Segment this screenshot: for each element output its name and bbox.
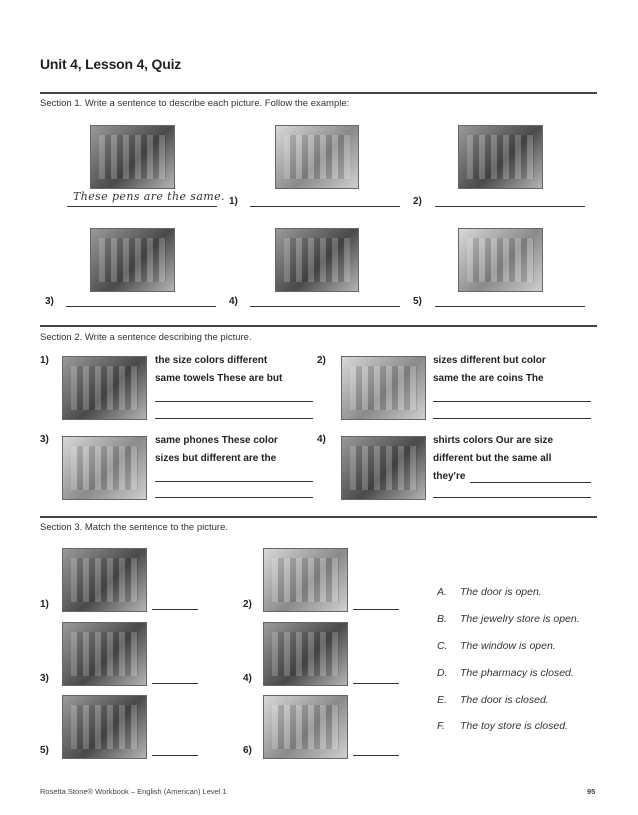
choice-text-a: The door is open. — [460, 586, 542, 598]
s2-scramble-2-line2: same the are coins The — [433, 373, 544, 384]
s2-answer-line-1a[interactable] — [155, 401, 313, 402]
example-line — [67, 206, 217, 207]
s3-number-5: 5) — [40, 745, 49, 756]
section2-heading: Section 2. Write a sentence describing the picture. — [40, 332, 252, 343]
s2-scramble-4 — [433, 432, 598, 486]
s3-number-4: 4) — [243, 673, 252, 684]
s2-answer-line-4a[interactable] — [470, 482, 591, 483]
s2-scramble-3 — [155, 432, 320, 468]
s1-number-4: 4) — [229, 296, 238, 307]
s3-number-2: 2) — [243, 599, 252, 610]
s2-answer-line-3b[interactable] — [155, 497, 313, 498]
s3-number-1: 1) — [40, 599, 49, 610]
section1-divider — [40, 325, 597, 327]
s1-answer-line-5[interactable] — [435, 306, 585, 307]
footer-credit: Rosetta Stone® Workbook – English (American) Level 1 — [40, 787, 227, 796]
jewelry-store-photo — [263, 622, 348, 686]
s2-scramble-1-line2: same towels These are but — [155, 373, 283, 384]
example-sentence: These pens are the same. — [73, 190, 225, 203]
open-door-photo — [263, 695, 348, 759]
closed-store-photo — [62, 622, 147, 686]
s2-answer-line-4b[interactable] — [433, 497, 591, 498]
s3-answer-line-2[interactable] — [353, 609, 399, 610]
page-number: 95 — [587, 787, 596, 796]
s2-answer-line-2a[interactable] — [433, 401, 591, 402]
s2-scramble-4-line3: they're — [433, 471, 466, 482]
choice-letter-b: B. — [437, 613, 447, 625]
s2-scramble-3-line1: same phones These color — [155, 435, 278, 446]
choice-letter-d: D. — [437, 667, 448, 679]
pens-photo — [90, 125, 175, 189]
s3-answer-line-4[interactable] — [353, 683, 399, 684]
s2-scramble-2 — [433, 352, 598, 388]
section1-heading: Section 1. Write a sentence to describe each picture. Follow the example: — [40, 98, 350, 109]
s1-number-2: 2) — [413, 196, 422, 207]
choice-letter-c: C. — [437, 640, 448, 652]
s3-answer-line-5[interactable] — [152, 755, 198, 756]
s2-answer-line-1b[interactable] — [155, 418, 313, 419]
choice-text-e: The door is closed. — [460, 694, 549, 706]
s1-answer-line-4[interactable] — [250, 306, 400, 307]
choice-letter-a: A. — [437, 586, 447, 598]
s1-answer-line-2[interactable] — [435, 206, 585, 207]
s2-scramble-1-line1: the size colors different — [155, 355, 268, 366]
s1-number-3: 3) — [45, 296, 54, 307]
s3-number-3: 3) — [40, 673, 49, 684]
choice-text-f: The toy store is closed. — [460, 720, 568, 732]
coins-pile-photo — [458, 125, 543, 189]
s2-scramble-1 — [155, 352, 320, 388]
choice-letter-e: E. — [437, 694, 447, 706]
towels-photo — [62, 356, 147, 420]
open-window-photo — [62, 548, 147, 612]
s2-scramble-3-line2: sizes but different are the — [155, 453, 277, 464]
s1-answer-line-1[interactable] — [250, 206, 400, 207]
coins-photo — [341, 356, 426, 420]
pharmacy-photo — [62, 695, 147, 759]
choice-text-b: The jewelry store is open. — [460, 613, 580, 625]
title-divider — [40, 92, 597, 94]
closed-door-photo — [263, 548, 348, 612]
s3-answer-line-3[interactable] — [152, 683, 198, 684]
s3-number-6: 6) — [243, 745, 252, 756]
s2-scramble-2-line1: sizes different but color — [433, 355, 546, 366]
s2-number-4: 4) — [317, 434, 326, 445]
choice-letter-f: F. — [437, 720, 445, 732]
section3-heading: Section 3. Match the sentence to the picture. — [40, 522, 229, 533]
choice-text-d: The pharmacy is closed. — [460, 667, 574, 679]
phones-photo — [62, 436, 147, 500]
s2-answer-line-2b[interactable] — [433, 418, 591, 419]
s1-answer-line-3[interactable] — [66, 306, 216, 307]
s3-answer-line-1[interactable] — [152, 609, 198, 610]
woman-holding-hats-photo — [458, 228, 543, 292]
s1-number-1: 1) — [229, 196, 238, 207]
s1-number-5: 5) — [413, 296, 422, 307]
two-men-photo — [90, 228, 175, 292]
section2-divider — [40, 516, 597, 518]
s2-number-2: 2) — [317, 355, 326, 366]
s2-answer-line-3a[interactable] — [155, 481, 313, 482]
s2-number-1: 1) — [40, 355, 49, 366]
s2-scramble-4-line1: shirts colors Our are size — [433, 435, 554, 446]
s2-scramble-4-line2: different but the same all — [433, 453, 552, 464]
s3-answer-line-6[interactable] — [353, 755, 399, 756]
choice-text-c: The window is open. — [460, 640, 556, 652]
hats-photo — [275, 228, 359, 292]
family-photo — [341, 436, 426, 500]
chairs-photo — [275, 125, 359, 189]
s2-number-3: 3) — [40, 434, 49, 445]
page-title: Unit 4, Lesson 4, Quiz — [40, 56, 182, 72]
